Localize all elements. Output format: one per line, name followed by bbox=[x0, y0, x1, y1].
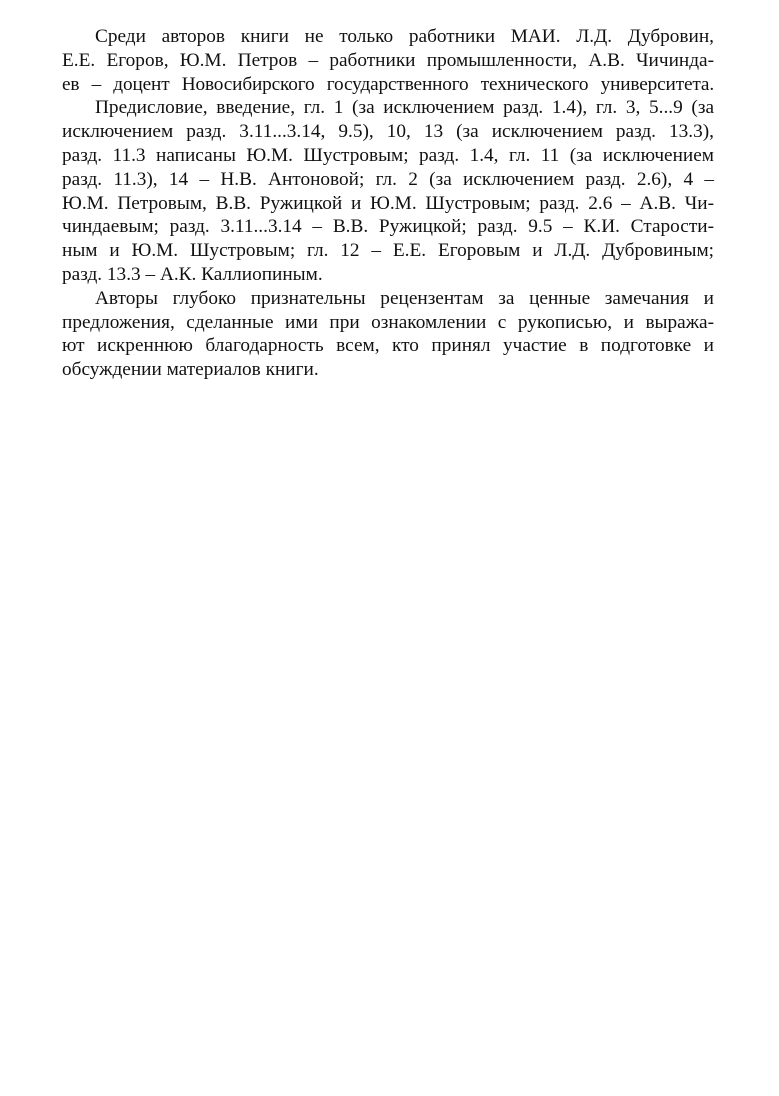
text-line: обсуждении материалов книги. bbox=[62, 359, 319, 381]
paragraph-authors bbox=[62, 25, 714, 96]
text-line: Среди авторов книги не только работники МАИ. Л.Д. Дубровин, bbox=[95, 26, 714, 47]
text-line: разд. 11.3), 14 – Н.В. Антоновой; гл. 2 (за исключением разд. 2.6), 4 – bbox=[62, 168, 714, 190]
text-line: разд. 11.3 написаны Ю.М. Шустровым; разд. 1.4, гл. 11 (за исключением bbox=[62, 144, 714, 166]
text-line: ев – доцент Новосибирского государственного технического университета. bbox=[62, 73, 714, 95]
text-line: исключением разд. 3.11...3.14, 9.5), 10, 13 (за исключением разд. 13.3), bbox=[62, 121, 714, 143]
paragraph-acknowledgements bbox=[62, 287, 714, 382]
text-line: Е.Е. Егоров, Ю.М. Петров – работники промышленности, А.В. Чичинда- bbox=[62, 49, 714, 71]
text-line: чиндаевым; разд. 3.11...3.14 – В.В. Ружицкой; разд. 9.5 – К.И. Старости- bbox=[62, 216, 714, 238]
text-line: предложения, сделанные ими при ознакомлении с рукописью, и выража- bbox=[62, 311, 714, 333]
text-line: Авторы глубоко признательны рецензентам за ценные замечания и bbox=[95, 287, 714, 309]
text-line: ным и Ю.М. Шустровым; гл. 12 – Е.Е. Егоровым и Л.Д. Дубровиным; bbox=[62, 240, 714, 262]
text-line: Предисловие, введение, гл. 1 (за исключением разд. 1.4), гл. 3, 5...9 (за bbox=[95, 97, 714, 119]
text-line: ют искреннюю благодарность всем, кто принял участие в подготовке и bbox=[62, 335, 714, 357]
text-line: Ю.М. Петровым, В.В. Ружицкой и Ю.М. Шустровым; разд. 2.6 – А.В. Чи- bbox=[62, 192, 714, 214]
paragraph-contributions bbox=[62, 96, 714, 286]
text-body bbox=[62, 25, 714, 382]
text-line: разд. 13.3 – А.К. Каллиопиным. bbox=[62, 263, 323, 285]
